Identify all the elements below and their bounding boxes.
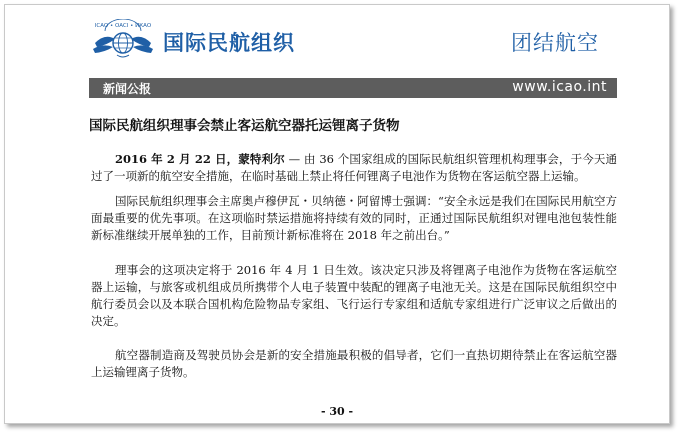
logo-text: ICAO • OACI • ИКАО	[94, 23, 152, 29]
paragraph-1-body: — 由 36 个国家组成的国际民航组织管理机构理事会，于今天通过了一项新的航空安全措施，在临时基础上禁止将任何锂离子电池作为货物在客运航空器上运输。	[91, 152, 617, 183]
icao-emblem-icon	[91, 19, 155, 59]
website-url: www.icao.int	[512, 79, 607, 95]
paragraph-3: 理事会的这项决定将于 2016 年 4 月 1 日生效。该决定只涉及将锂离子电池作为货物在客运航空器上运输，与旅客或机组成员所携带个人电子装置中装配的锂离子电池无关。这是在国际民航组织空中航行委员会以及本联合国机构危险物品专家组、飞行运行专家组和适航专家组进行广泛审议之后做出的决定。	[91, 263, 617, 328]
paragraph-4: 航空器制造商及驾驶员协会是新的安全措施最积极的倡导者，它们一直热切期待禁止在客运航空器上运输锂离子货物。	[91, 348, 617, 379]
document-page	[4, 4, 670, 424]
dateline: 2016 年 2 月 22 日，蒙特利尔	[115, 152, 285, 166]
headline: 国际民航组织理事会禁止客运航空器托运锂离子货物	[89, 118, 400, 134]
page-number: - 30 -	[320, 405, 354, 418]
slogan: 团结航空	[511, 31, 599, 55]
org-name: 国际民航组织	[163, 31, 295, 55]
paragraph-2: 国际民航组织理事会主席奥卢穆伊瓦・贝纳德・阿留博士强调：“安全永远是我们在国际民用航空方面最重要的优先事项。在这项临时禁运措施将持续有效的同时，正通过国际民航组织对锂电池包装性能新标准继续开展单独的工作，目前预计新标准将在 2018 年之前出台。”	[91, 194, 617, 242]
paragraph-1	[91, 151, 617, 185]
press-release-bar	[89, 78, 617, 98]
press-release-label: 新闻公报	[103, 82, 152, 96]
